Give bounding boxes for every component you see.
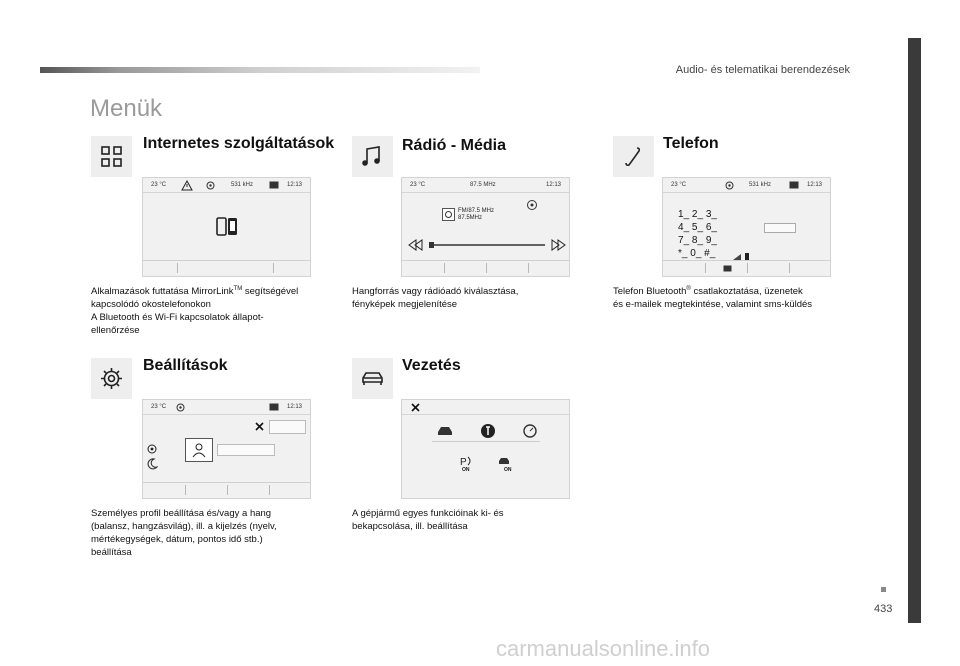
screen-status-bar [143, 178, 310, 193]
key[interactable]: 5 [691, 222, 698, 233]
screen-bottom-bar [663, 260, 830, 276]
screen-time: 12:13 [545, 182, 561, 188]
radio-description [352, 285, 518, 311]
desc-line: ellenőrzése [91, 325, 140, 336]
key[interactable]: 4 [678, 222, 684, 233]
moon-icon[interactable] [146, 458, 158, 470]
header-gradient-bar [40, 67, 480, 73]
function-on-label-1: ON [462, 467, 470, 473]
screen-temp: 23 °C [151, 404, 167, 410]
close-icon[interactable] [255, 422, 264, 431]
screen-bottom-bar [402, 260, 569, 276]
driving-description [352, 507, 504, 533]
mirrorlink-icon[interactable] [213, 215, 241, 239]
screen-temp: 23 °C [671, 182, 687, 188]
music-note-icon[interactable] [352, 136, 393, 177]
internet-screen [142, 177, 311, 277]
radio-signal-icon [526, 199, 538, 211]
section-title-phone: Telefon [663, 135, 719, 152]
phone-description [613, 285, 812, 311]
desc-text: Telefon Bluetooth [613, 286, 687, 297]
screen-status-bar [402, 400, 569, 415]
key[interactable]: 1 [678, 209, 684, 220]
phone-link-icon [789, 181, 799, 189]
settings-description [91, 507, 277, 559]
phone-link-icon [269, 181, 279, 189]
dial-keypad[interactable] [678, 208, 717, 260]
section-title-settings: Beállítások [143, 357, 228, 374]
parking-sensor-icon[interactable] [460, 455, 474, 467]
screen-status-bar [402, 178, 569, 193]
chapter-title: Audio- és telematikai berendezések [675, 64, 850, 76]
key[interactable]: 8 [691, 235, 698, 246]
desc-line: fényképek megjelenítése [352, 299, 458, 310]
signal-icon [206, 181, 215, 190]
screen-bottom-bar [143, 482, 310, 498]
signal-icon [176, 403, 185, 412]
section-title-internet: Internetes szolgáltatások [143, 135, 335, 152]
key[interactable]: 0 [690, 248, 696, 259]
fuel-function-icon[interactable] [480, 423, 496, 439]
registered-sup: ® [686, 285, 691, 292]
watermark: carmanualsonline.info [496, 636, 711, 661]
warning-icon [181, 180, 193, 191]
desc-text: csatlakoztatása, üzenetek [690, 286, 803, 297]
key[interactable]: 6 [705, 222, 712, 233]
radio-screen [401, 177, 570, 277]
lane-assist-icon[interactable] [497, 456, 511, 466]
driving-screen [401, 399, 570, 499]
internet-description [91, 285, 298, 337]
key[interactable]: 9 [705, 235, 712, 246]
section-title-driving: Vezetés [402, 357, 461, 374]
desc-line: kapcsolódó okostelefonokon [91, 299, 211, 310]
screen-temp: 23 °C [410, 182, 426, 188]
desc-text: Alkalmazások futtatása MirrorLink [91, 286, 234, 297]
page-number: 433 [874, 603, 893, 615]
function-on-label-2: ON [504, 467, 512, 473]
screen-time: 12:13 [806, 182, 822, 188]
page-title: Menük [90, 95, 163, 122]
keypad-row: *_ 0_ #_ [678, 248, 716, 259]
screen-time: 12:13 [286, 404, 302, 410]
desc-line: (balansz, hangzásvilág), ill. a kijelzés (nyelv, [91, 521, 277, 532]
svg-text:P: P [460, 457, 467, 467]
screen-time: 12:13 [286, 182, 302, 188]
apps-grid-icon[interactable] [91, 136, 132, 177]
screen-freq: 531 kHz [749, 182, 772, 188]
page-marker [881, 587, 886, 592]
gear-icon[interactable] [91, 358, 132, 399]
number-display[interactable] [764, 223, 796, 233]
car-function-icon[interactable] [436, 424, 454, 438]
station-band: FM/87.5 MHz [458, 208, 495, 214]
desc-line: bekapcsolása, ill. beállítása [352, 521, 468, 532]
station-label [458, 208, 494, 222]
desc-line: beállítása [91, 547, 132, 558]
screen-freq: 87.5 MHz [470, 182, 496, 188]
desc-text: segítségével [242, 286, 299, 297]
desc-line: és e-mailek megtekintése, valamint sms-küldés [613, 299, 813, 310]
settings-screen [142, 399, 311, 499]
divider [432, 441, 540, 442]
desc-line: Személyes profil beállítása és/vagy a hang [91, 508, 272, 519]
screen-bottom-bar [143, 260, 310, 276]
phone-link-icon [269, 403, 279, 411]
station-freq: 87.5MHz [458, 215, 483, 221]
desc-line: Hangforrás vagy rádióadó kiválasztása, [352, 286, 519, 297]
car-icon[interactable] [352, 358, 393, 399]
screen-status-bar [663, 178, 830, 193]
trademark-sup: TM [233, 285, 243, 292]
keypad-row: 1_ 2_ 3_ [678, 209, 717, 220]
key[interactable]: 7 [678, 235, 684, 246]
profile-name-field[interactable] [217, 444, 275, 456]
key[interactable]: * [678, 248, 682, 259]
phone-screen [662, 177, 831, 277]
key[interactable]: # [704, 248, 710, 259]
screen-status-bar [143, 400, 310, 415]
key[interactable]: 2 [691, 209, 698, 220]
speed-limit-icon[interactable] [522, 423, 538, 439]
section-title-radio: Rádió - Média [402, 137, 507, 154]
sound-settings-icon[interactable] [146, 443, 158, 455]
desc-line: mértékegységek, dátum, pontos idő stb.) [91, 534, 263, 545]
fm-station-icon[interactable] [442, 208, 455, 221]
close-icon[interactable] [411, 403, 420, 412]
user-profile-icon [186, 439, 212, 461]
desc-line: A gépjármű egyes funkcióinak ki- és [352, 508, 504, 519]
signal-icon [725, 181, 734, 190]
side-tab-bar [908, 38, 921, 623]
screen-freq: 531 kHz [231, 182, 254, 188]
phone-handset-icon[interactable] [613, 136, 654, 177]
screen-temp: 23 °C [151, 182, 167, 188]
keypad-row: 4_ 5_ 6_ [678, 222, 717, 233]
desc-line: A Bluetooth és Wi-Fi kapcsolatok állapot- [91, 312, 264, 323]
settings-field[interactable] [269, 420, 306, 434]
profile-button[interactable] [185, 438, 213, 462]
tuner-slider[interactable] [407, 238, 567, 252]
key[interactable]: 3 [705, 209, 712, 220]
keypad-row: 7_ 8_ 9_ [678, 235, 717, 246]
